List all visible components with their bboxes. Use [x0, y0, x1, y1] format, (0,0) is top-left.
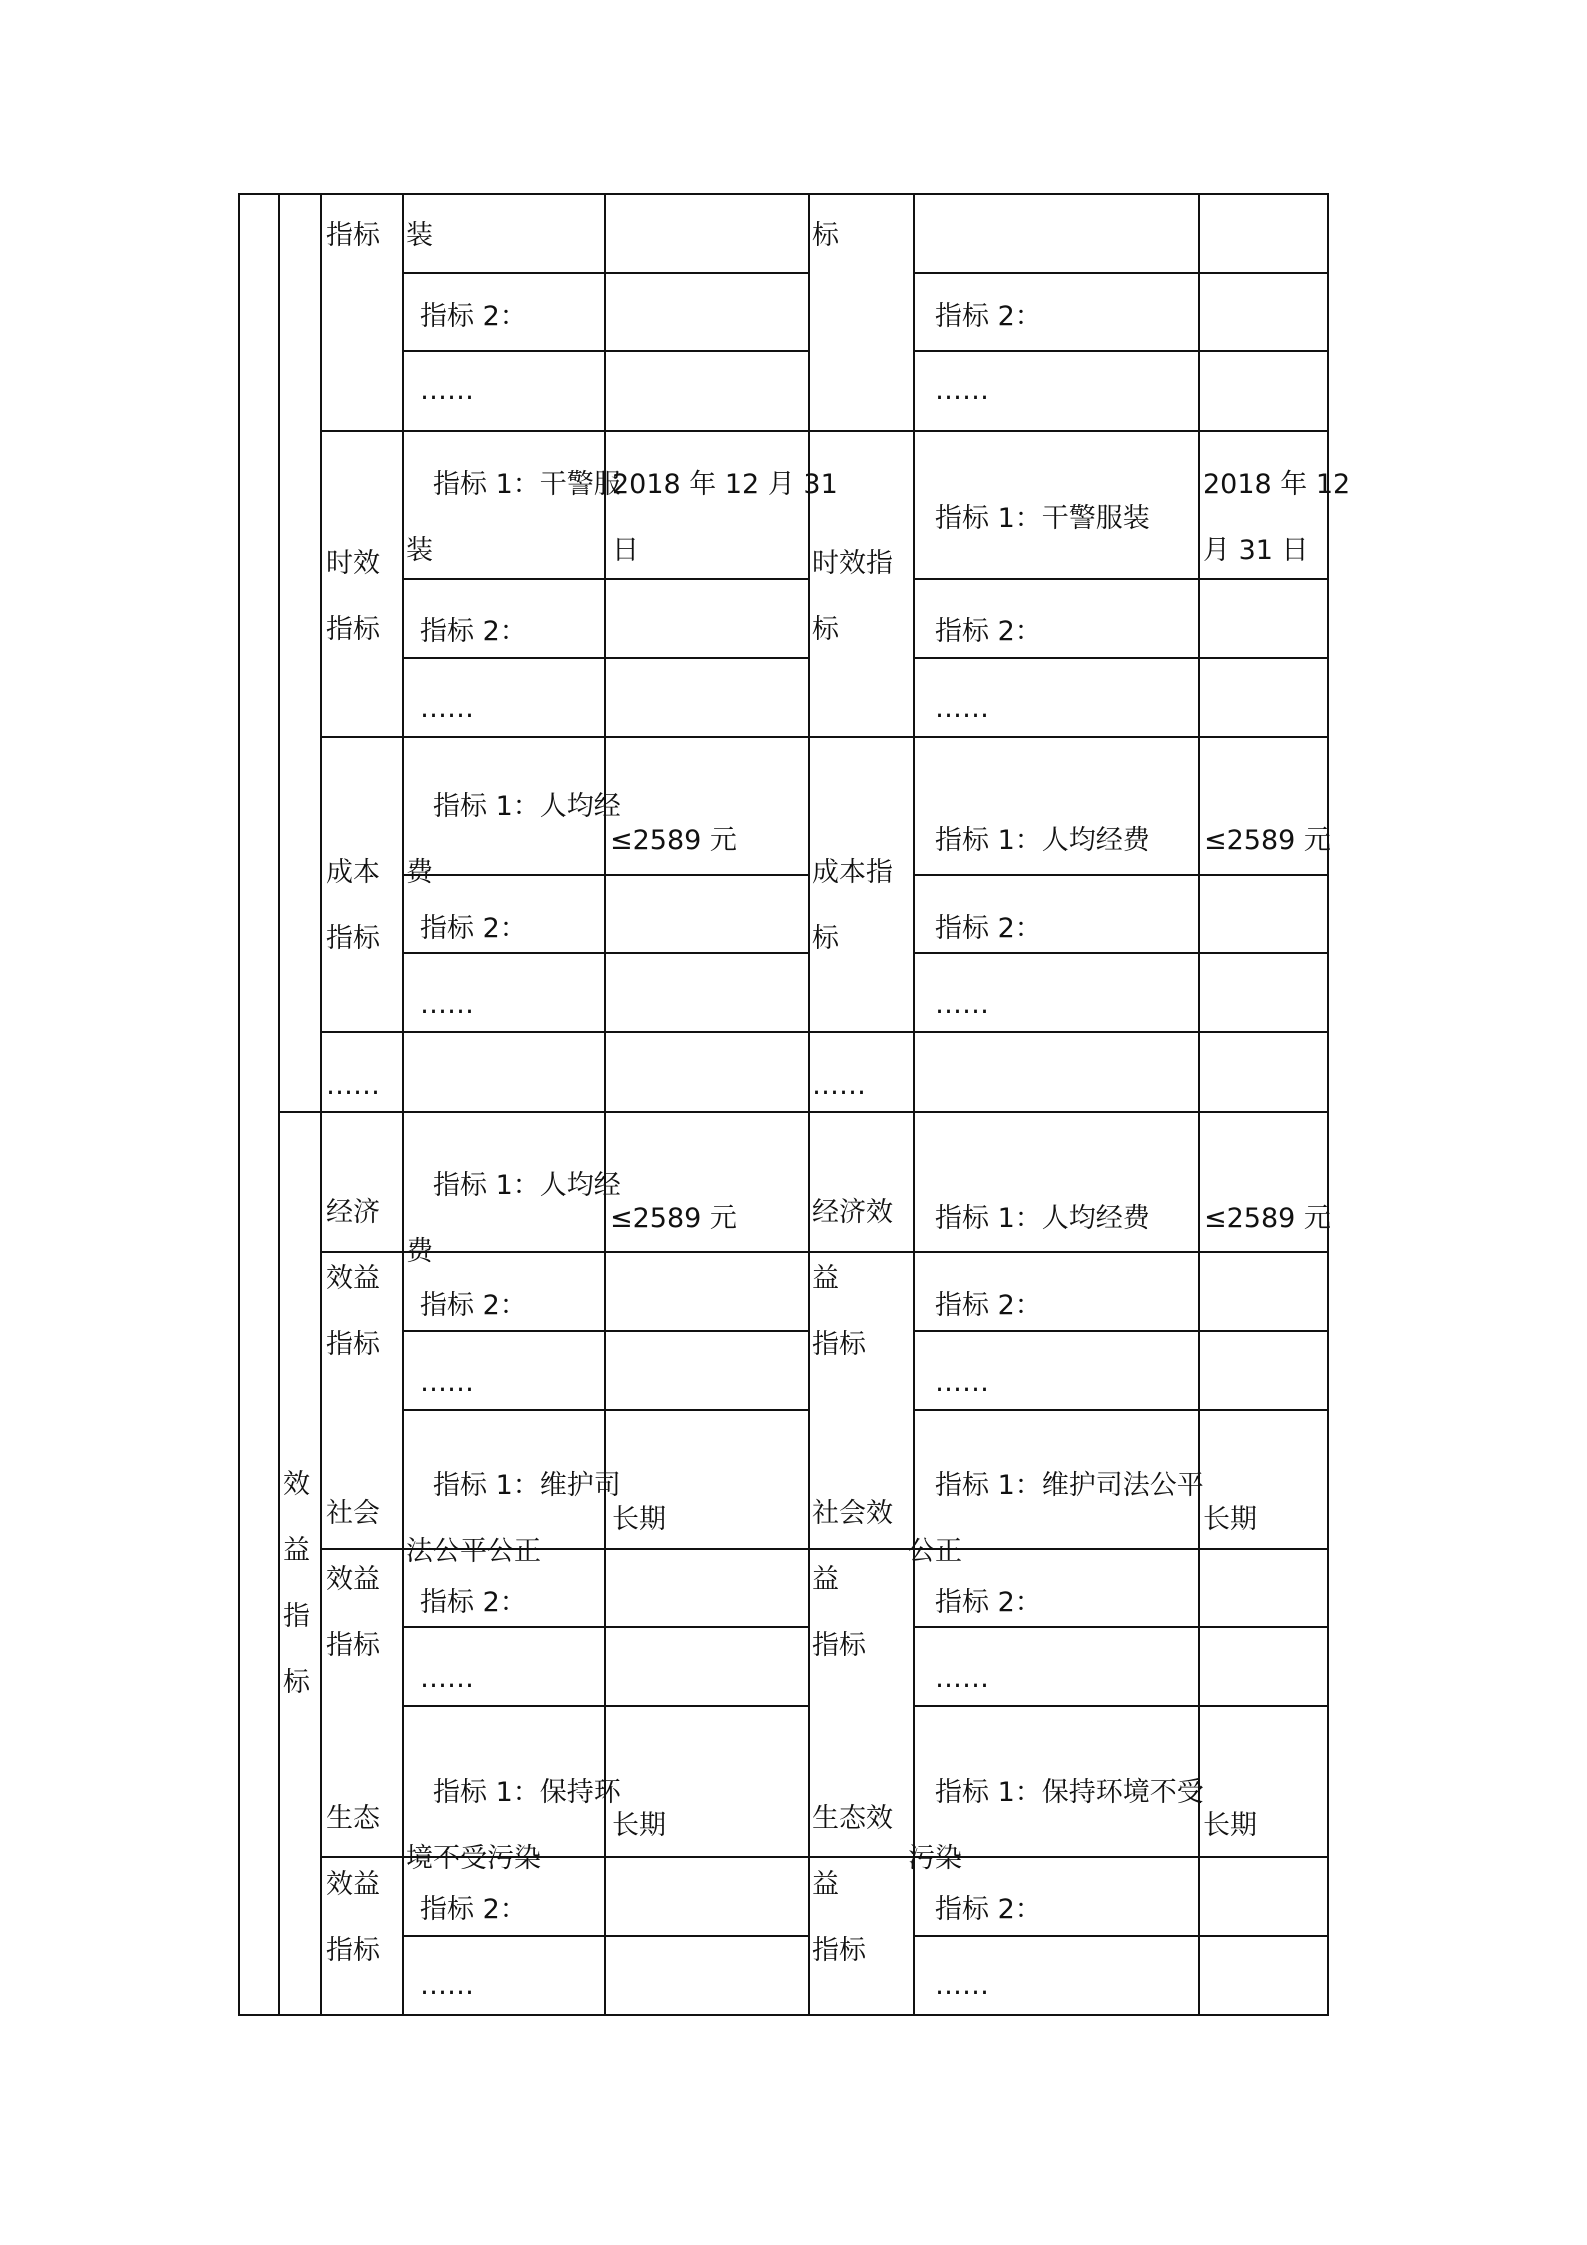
cell-text-line: 费: [406, 1236, 433, 1267]
cell-text-line: 指标 2：: [935, 1587, 1042, 1618]
cell-time-ind1-right: [908, 486, 1150, 552]
cell-text-line: 指标 2：: [935, 1290, 1042, 1321]
cell-text-line: ……: [935, 1663, 989, 1694]
cell-text-line: ……: [326, 1070, 380, 1101]
cell-text-line: 指标 1：保持环: [406, 1777, 621, 1808]
cell-text-line: 长期: [612, 1504, 666, 1535]
cell-text-line: 效益: [326, 1869, 380, 1900]
cell-text-line: ……: [935, 375, 989, 406]
row-border-3-0: [320, 430, 1329, 432]
cell-time-val-right: [1203, 452, 1350, 584]
cell-r2-right: [935, 284, 1042, 350]
cell-text-line: 标: [283, 1667, 310, 1698]
cell-time-val-left: [612, 452, 838, 584]
cell-text-line: ……: [935, 1367, 989, 1398]
cell-text-line: 益: [812, 1869, 839, 1900]
row-border-2-0: [402, 350, 810, 352]
cell-soc-etc-left: [420, 1646, 474, 1712]
cell-text-line: ……: [420, 375, 474, 406]
cell-text-line: 指: [283, 1601, 310, 1632]
cell-text-line: 长期: [612, 1810, 666, 1841]
cell-text-line: 装: [406, 220, 433, 251]
cell-cost-ind1-left: [406, 774, 621, 906]
row-border-10-0: [278, 1111, 1329, 1113]
cell-cost-cat-right: [812, 840, 893, 972]
cell-r3-right: [935, 358, 989, 424]
cell-eco-etc-left: [420, 1350, 474, 1416]
cell-text-line: ≤2589 元: [610, 825, 737, 856]
cell-text-line: 指标 2：: [935, 913, 1042, 944]
column-border-1: [278, 193, 280, 2016]
cell-text-line: 标: [812, 923, 839, 954]
cell-text-line: 益: [812, 1263, 839, 1294]
cell-text-line: 指标 2：: [935, 616, 1042, 647]
cell-text-line: 指标: [326, 614, 380, 645]
cell-cost-ind2-right: [935, 896, 1042, 962]
cell-text-line: 指标 2：: [935, 301, 1042, 332]
cell-soc-etc-right: [935, 1646, 989, 1712]
cell-soc-cat-left: [326, 1481, 380, 1679]
cell-text-line: 经济效: [812, 1197, 893, 1228]
row-border-0-0: [238, 193, 1329, 195]
cell-text-line: 社会: [326, 1498, 380, 1529]
cell-text-line: 社会效: [812, 1498, 893, 1529]
cell-text-line: ……: [812, 1070, 866, 1101]
cell-time-etc-right: [935, 676, 989, 742]
column-border-7: [1198, 193, 1200, 2016]
cell-env-ind1-left: [406, 1760, 621, 1892]
cell-text-line: 指标: [326, 1630, 380, 1661]
cell-env-etc-left: [420, 1953, 474, 2019]
cell-text-line: 指标 2：: [420, 301, 527, 332]
cell-eco-val-right: [1204, 1186, 1331, 1252]
cell-eco-cat-right: [812, 1180, 893, 1378]
cell-cost-val-right: [1204, 808, 1331, 874]
cell-eco-ind1-right: [908, 1186, 1150, 1252]
cell-eco-ind2-right: [935, 1273, 1042, 1339]
cell-text-line: 指标: [812, 1329, 866, 1360]
cell-text-line: 效: [283, 1469, 310, 1500]
cell-text-line: 长期: [1203, 1810, 1257, 1841]
cell-text-line: 生态效: [812, 1803, 893, 1834]
cell-text-line: 时效指: [812, 548, 893, 579]
cell-soc-cat-right: [812, 1481, 893, 1679]
cell-out-etc-left: [326, 1053, 380, 1119]
cell-text-line: 指标: [326, 220, 380, 251]
row-border-19-0: [238, 2014, 1329, 2016]
cell-text-line: 指标 1：人均经: [406, 791, 621, 822]
cell-text-line: 长期: [1203, 1504, 1257, 1535]
row-border-2-1: [913, 350, 1329, 352]
cell-text-line: 效益: [326, 1564, 380, 1595]
cell-text-line: ……: [935, 1970, 989, 2001]
cell-text-line: 指标 2：: [420, 1587, 527, 1618]
cell-text-line: 指标: [812, 1935, 866, 1966]
cell-eco-ind2-left: [420, 1273, 527, 1339]
cell-cost-etc-right: [935, 972, 989, 1038]
cell-out-etc-right: [812, 1053, 866, 1119]
row-border-7-1: [913, 874, 1329, 876]
cell-text-line: 指标: [326, 1935, 380, 1966]
cell-r3-left: [420, 358, 474, 424]
cell-soc-ind2-left: [420, 1570, 527, 1636]
cell-text-line: ……: [420, 693, 474, 724]
cell-time-etc-left: [420, 676, 474, 742]
cell-env-val-right: [1203, 1793, 1257, 1859]
cell-text-line: ……: [935, 693, 989, 724]
cell-text-line: 法公平公正: [406, 1536, 541, 1567]
column-border-0: [238, 193, 240, 2016]
cell-text-line: 益: [283, 1535, 310, 1566]
cell-text-line: 指标 1：维护司法公平: [908, 1470, 1204, 1501]
cell-eco-cat-left: [326, 1180, 380, 1378]
cell-time-ind2-left: [420, 599, 527, 665]
cell-text-line: 效益: [326, 1263, 380, 1294]
cell-cost1-ind1-text: [406, 203, 433, 269]
cell-text-line: 益: [812, 1564, 839, 1595]
cell-text-line: ……: [420, 1663, 474, 1694]
cell-text-line: 成本指: [812, 857, 893, 888]
cell-cost-cat-left: [326, 840, 380, 972]
cell-text-line: 2018 年 12: [1203, 469, 1351, 500]
cell-time-ind1-left: [406, 452, 621, 584]
cell-text-line: 指标 1：人均经: [406, 1170, 621, 1201]
cell-text-line: 装: [406, 535, 433, 566]
cell-text-line: 指标 2：: [420, 1290, 527, 1321]
cell-text-line: 污染: [908, 1843, 962, 1874]
cell-text-line: 经济: [326, 1197, 380, 1228]
cell-text-line: 公正: [908, 1536, 962, 1567]
cell-r2-left: [420, 284, 527, 350]
column-border-2: [320, 193, 322, 2016]
cell-text-line: ……: [420, 989, 474, 1020]
cell-env-val-left: [612, 1793, 666, 1859]
cell-text-line: ……: [935, 989, 989, 1020]
cell-text-line: 时效: [326, 548, 380, 579]
cell-soc-ind1-right: [908, 1453, 1204, 1585]
cell-text-line: 指标 1：保持环境不受: [908, 1777, 1204, 1808]
cell-env-ind2-right: [935, 1877, 1042, 1943]
cell-env-cat-left: [326, 1786, 380, 1984]
cell-soc-val-left: [612, 1487, 666, 1553]
cell-env-ind2-left: [420, 1877, 527, 1943]
cell-soc-ind1-left: [406, 1453, 621, 1585]
cell-text-line: ……: [420, 1367, 474, 1398]
cell-text-line: 指标 2：: [420, 1894, 527, 1925]
cell-text-line: ≤2589 元: [1204, 825, 1331, 856]
cell-text-line: 指标: [326, 923, 380, 954]
cell-text-line: 指标: [326, 1329, 380, 1360]
cell-text-line: 费: [406, 857, 433, 888]
cell-benefit-group: [283, 1452, 310, 1716]
cell-text-line: 指标 2：: [420, 616, 527, 647]
cell-env-etc-right: [935, 1953, 989, 2019]
cell-cost-val-left: [610, 808, 737, 874]
cell-time-cat-left: [326, 531, 380, 663]
cell-eco-val-left: [610, 1186, 737, 1252]
cell-cost-etc-left: [420, 972, 474, 1038]
cell-text-line: 指标 2：: [420, 913, 527, 944]
cell-text-line: 日: [612, 535, 639, 566]
cell-text-line: 指标 1：人均经费: [908, 1203, 1150, 1234]
cell-soc-val-right: [1203, 1487, 1257, 1553]
cell-text-line: 指标 1：干警服: [406, 469, 621, 500]
cell-text-line: ≤2589 元: [1204, 1203, 1331, 1234]
cell-time-cat-right: [812, 531, 893, 663]
row-border-1-0: [402, 272, 810, 274]
cell-text-line: 指标 1：干警服装: [908, 503, 1150, 534]
cell-time-ind2-right: [935, 599, 1042, 665]
cell-text-line: 成本: [326, 857, 380, 888]
cell-text-line: 月 31 日: [1203, 535, 1309, 566]
cell-eco-etc-right: [935, 1350, 989, 1416]
cell-soc-ind2-right: [935, 1570, 1042, 1636]
cell-env-ind1-right: [908, 1760, 1204, 1892]
cell-text-line: 标: [812, 220, 839, 251]
cell-text-line: ……: [420, 1970, 474, 2001]
cell-cost1-ind1: [326, 203, 380, 269]
cell-text-line: 生态: [326, 1803, 380, 1834]
cell-cost-ind1-right: [908, 808, 1150, 874]
cell-text-line: 境不受污染: [406, 1843, 541, 1874]
cell-eco-ind1-left: [406, 1153, 621, 1285]
cell-text-line: 指标 2：: [935, 1894, 1042, 1925]
cell-text-line: 指标: [812, 1630, 866, 1661]
cell-text-line: 指标 1：维护司: [406, 1470, 621, 1501]
cell-text-line: 指标 1：人均经费: [908, 825, 1150, 856]
cell-text-line: 2018 年 12 月 31: [612, 469, 838, 500]
cell-cost-ind2-left: [420, 896, 527, 962]
cell-text-line: 标: [812, 614, 839, 645]
row-border-1-1: [913, 272, 1329, 274]
cell-env-cat-right: [812, 1786, 893, 1984]
column-border-3: [402, 193, 404, 2016]
column-border-6: [913, 193, 915, 2016]
cell-text-line: ≤2589 元: [610, 1203, 737, 1234]
cell-cost1-right-ind: [812, 203, 839, 269]
